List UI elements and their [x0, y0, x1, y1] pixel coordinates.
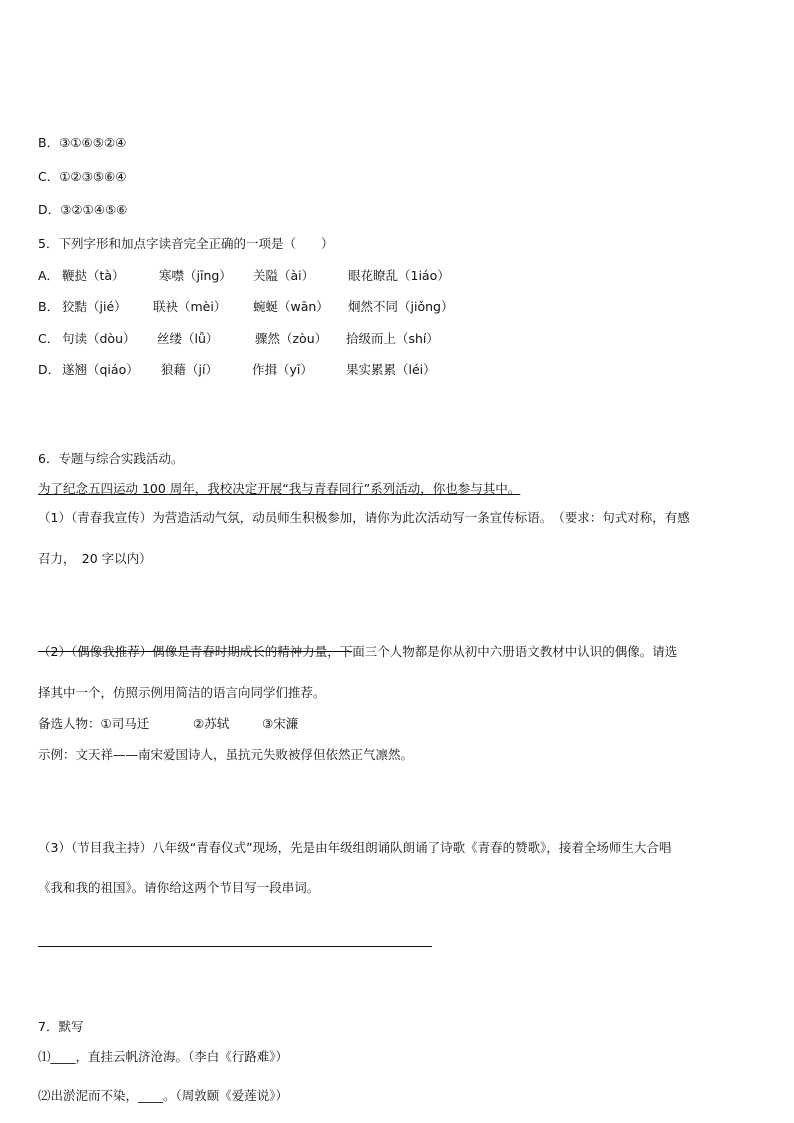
q5-option-item: 拾级而上（shí）	[346, 331, 439, 346]
q7-item-2	[38, 1087, 288, 1105]
q6-part2-struck-text: （2）（偶像我推荐）偶像是青春时期成长的精神力量，下	[38, 644, 353, 659]
q5-option-item: 丝缕（lǚ）	[157, 331, 219, 346]
fill-blank: ____	[50, 1049, 76, 1064]
candidate: ②苏轼	[193, 716, 230, 731]
q7-item-text: ⑵出淤泥而不染，	[38, 1088, 139, 1103]
q5-option-item: 炯然不同（jiǒng）	[348, 299, 454, 314]
q7-title: 7．默写	[38, 1019, 84, 1034]
q5-option-item: 骤然（zòu）	[255, 331, 328, 346]
q5-option-item: 眼花瞭乱（1iáo）	[348, 268, 450, 283]
q6-example: 示例：文天祥——南宋爱国诗人，虽抗元失败被俘但依然正气凛然。	[38, 747, 414, 762]
q7-item-1	[38, 1048, 288, 1066]
q5-option-item: 作揖（yī）	[252, 362, 313, 377]
q5-option-item: 狡黠（jié）	[62, 299, 127, 314]
option-c: C．①②③⑤⑥④	[38, 169, 127, 184]
option-d: D．③②①④⑤⑥	[38, 202, 128, 217]
q5-option-label: B．	[38, 299, 60, 314]
q5-option-item: 寒噤（jīng）	[159, 268, 232, 283]
q6-part2-line2: 择其中一个，仿照示例用简洁的语言向同学们推荐。	[38, 685, 326, 700]
q5-option-item: 联袂（mèi）	[153, 299, 227, 314]
q6-intro: 为了纪念五四运动 100 周年，我校决定开展“我与青春同行”系列活动，你也参与其中。	[38, 481, 521, 496]
option-b: B．③①⑥⑤②④	[38, 135, 127, 150]
q6-part1-line2: 召力， 20 字以内）	[38, 551, 152, 566]
q7-item-text: ，直挂云帆济沧海。（李白《行路难》）	[75, 1049, 289, 1064]
q5-option-label: A．	[38, 268, 60, 283]
q5-option-item: 狼藉（jí）	[161, 362, 218, 377]
fill-blank: ____	[138, 1088, 164, 1103]
q6-part2-line1	[38, 643, 677, 661]
q5-option-item: 鞭挞（tà）	[62, 268, 125, 283]
q6-title: 6．专题与综合实践活动。	[38, 451, 184, 466]
q7-item-text: 。（周敦颐《爱莲说》）	[163, 1088, 289, 1103]
q5-option-item: 关隘（ài）	[253, 268, 315, 283]
answer-line	[38, 946, 432, 947]
q5-option-item: 蜿蜒（wān）	[253, 299, 329, 314]
q6-part2-rest-text: 面三个人物都是你从初中六册语文教材中认识的偶像。请选	[352, 644, 678, 659]
q5-option-label: D．	[38, 362, 61, 377]
q6-part3-line2: 《我和我的祖国》。请你给这两个节目写一段串词。	[38, 880, 320, 895]
q7-item-prefix: ⑴	[38, 1049, 51, 1064]
q5-stem: 5．下列字形和加点字读音完全正确的一项是（ ）	[38, 236, 334, 251]
q5-option-item: 果实累累（léi）	[346, 362, 436, 377]
q6-part1-line1: （1）（青春我宣传）为营造活动气氛，动员师生积极参加，请你为此次活动写一条宣传标语。 （要求：句式对称，有感	[38, 510, 690, 525]
q5-option-item: 遂翘（qiáo）	[62, 362, 139, 377]
q6-part3-line1: （3）（节目我主持）八年级“青春仪式”现场，先是由年级组朗诵队朗诵了诗歌《青春的赞歌》，接着全场师生大合唱	[38, 840, 672, 855]
q5-option-item: 句读（dòu）	[62, 331, 136, 346]
candidate: 备选人物：①司马迁	[38, 716, 150, 731]
q5-option-label: C．	[38, 331, 60, 346]
candidate: ③宋濂	[262, 716, 299, 731]
